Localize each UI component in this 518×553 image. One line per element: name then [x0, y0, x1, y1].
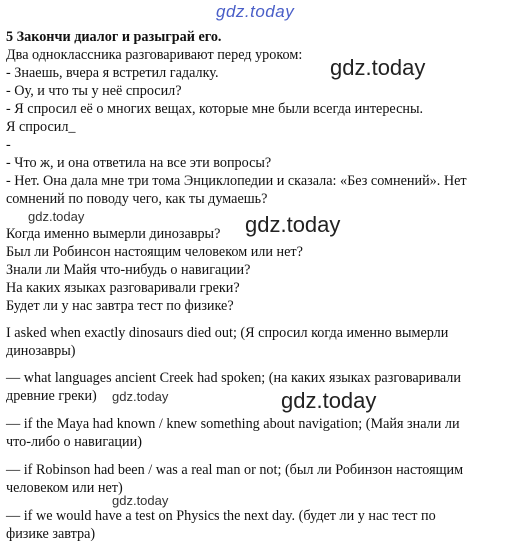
- answer-line: — if Robinson had been / was a real man or not; (был ли Робинзон настоящим: [6, 462, 464, 478]
- dialogue-line: - Нет. Она дала мне три тома Энциклопедии и сказала: «Без сомнений». Нет: [6, 173, 467, 189]
- answer-line: древние греки): [6, 388, 97, 404]
- question-line: Будет ли у нас завтра тест по физике?: [6, 298, 234, 314]
- answer-line: физике завтра): [6, 526, 96, 542]
- answer-line: — if the Maya had known / knew something about navigation; (Майя знали ли: [6, 416, 460, 432]
- watermark-4: gdz.today: [112, 389, 169, 404]
- watermark-5: gdz.today: [281, 388, 377, 413]
- watermark-6: gdz.today: [112, 493, 169, 508]
- answer-line: динозавры): [6, 343, 76, 359]
- question-line: Знали ли Майя что-нибудь о навигации?: [6, 262, 251, 278]
- answer-line: I asked when exactly dinosaurs died out; (Я спросил когда именно вымерли: [6, 325, 449, 341]
- dialogue-line: Я спросил_: [6, 119, 76, 135]
- answer-line: что-либо о навигации): [6, 434, 142, 450]
- exercise-title: 5 Закончи диалог и разыграй его.: [6, 29, 222, 45]
- answer-line: — what languages ancient Creek had spoken; (на каких языках разговаривали: [6, 370, 461, 386]
- watermark-2: gdz.today: [28, 209, 85, 224]
- answer-line: человеком или нет): [6, 480, 123, 496]
- question-line: Был ли Робинсон настоящим человеком или нет?: [6, 244, 303, 260]
- watermark-3: gdz.today: [245, 212, 341, 237]
- question-line: На каких языках разговаривали греки?: [6, 280, 240, 296]
- dialogue-line: - Знаешь, вчера я встретил гадалку.: [6, 65, 219, 81]
- dialogue-line: сомнений по поводу чего, как ты думаешь?: [6, 191, 268, 207]
- answer-line: — if we would have a test on Physics the next day. (будет ли у нас тест по: [6, 508, 436, 524]
- exercise-intro: Два одноклассника разговаривают перед уроком:: [6, 47, 303, 63]
- dialogue-line: - Оу, и что ты у неё спросил?: [6, 83, 182, 99]
- watermark-top: gdz.today: [216, 2, 295, 21]
- question-line: Когда именно вымерли динозавры?: [6, 226, 221, 242]
- watermark-1: gdz.today: [330, 55, 426, 80]
- dialogue-line: -: [6, 137, 11, 153]
- dialogue-line: - Что ж, и она ответила на все эти вопросы?: [6, 155, 272, 171]
- dialogue-line: - Я спросил её о многих вещах, которые мне были всегда интересны.: [6, 101, 424, 117]
